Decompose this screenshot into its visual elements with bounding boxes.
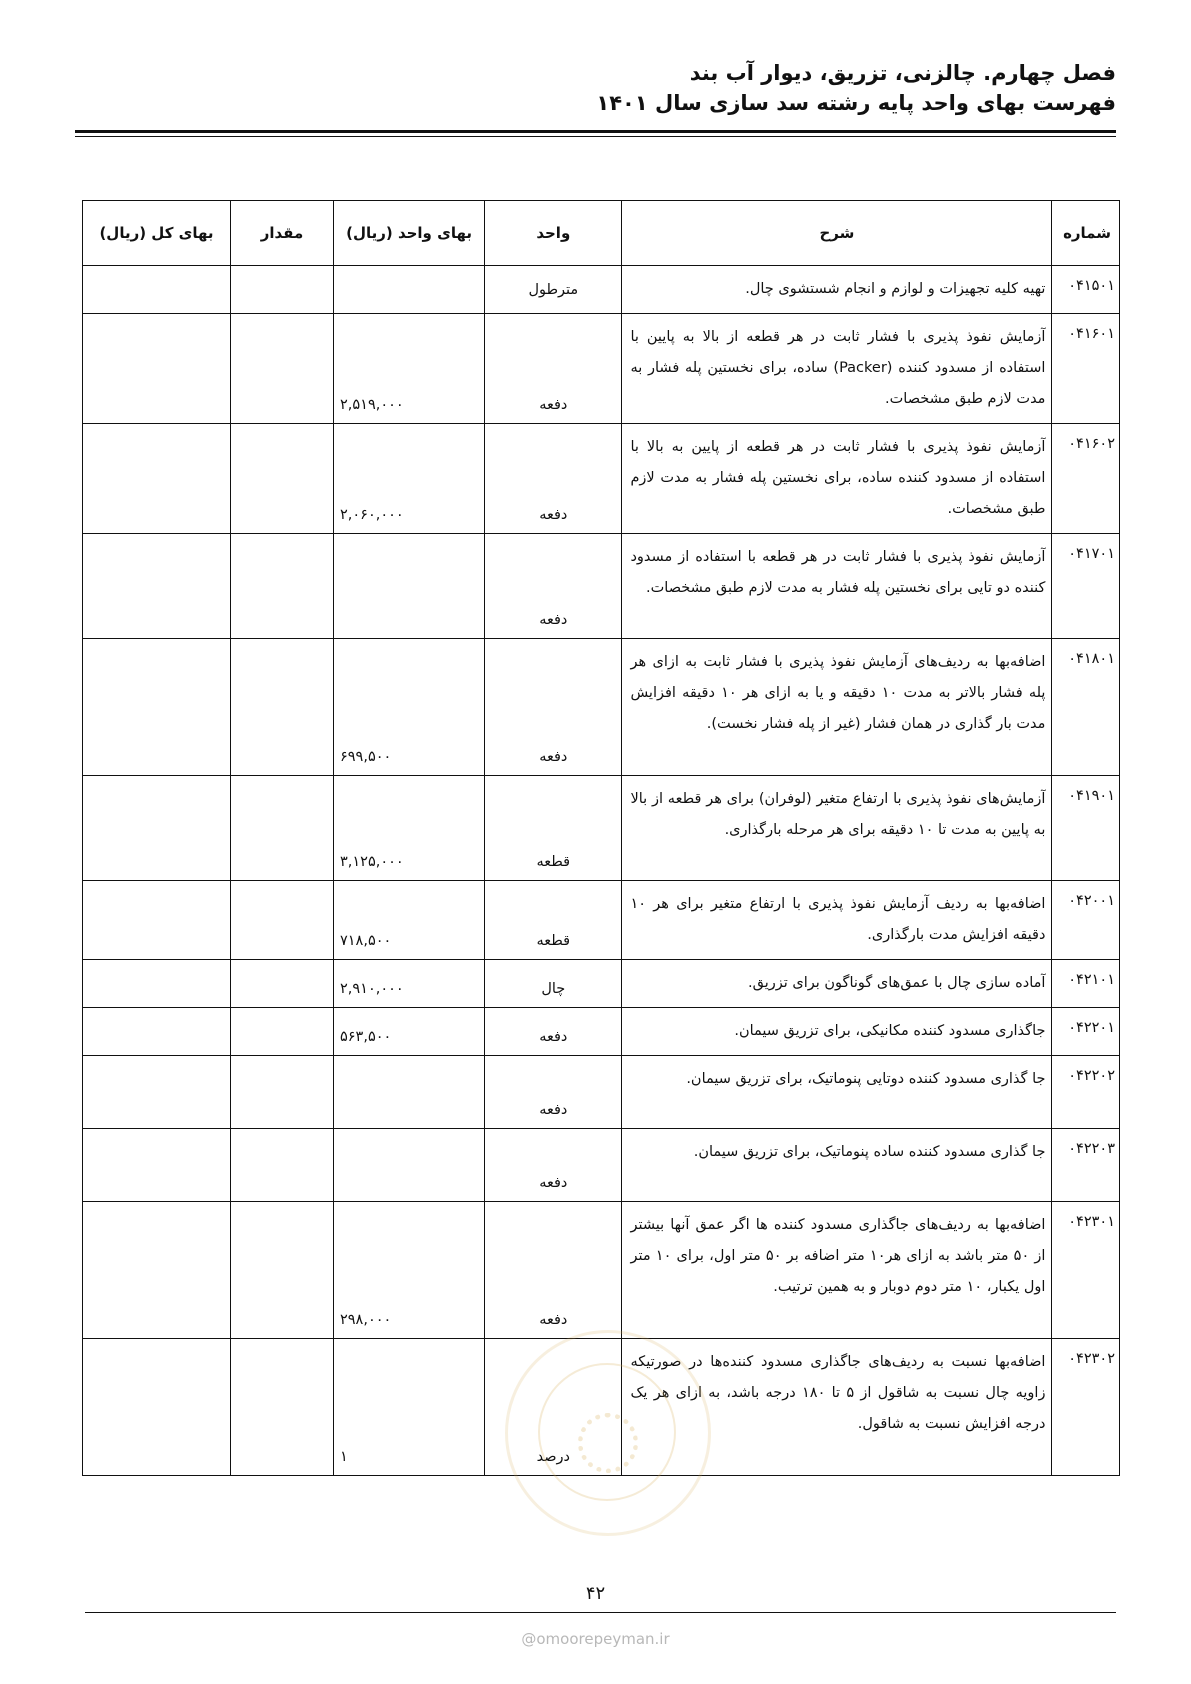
item-total-price: [83, 1202, 231, 1339]
table-header-row: [83, 201, 1120, 266]
item-total-price: [83, 1008, 231, 1056]
item-number: ۰۴۱۷۰۱: [1052, 534, 1120, 639]
column-header-unit-price: بهای واحد (ریال): [333, 201, 484, 266]
item-unit: دفعه: [485, 1008, 622, 1056]
item-number: ۰۴۲۳۰۱: [1052, 1202, 1120, 1339]
table-row: [83, 960, 1120, 1008]
item-total-price: [83, 424, 231, 534]
header-rule-thin: [75, 136, 1116, 137]
watermark-text: @omoorepeyman.ir: [521, 1630, 670, 1648]
item-total-price: [83, 639, 231, 776]
item-unit: دفعه: [485, 314, 622, 424]
item-total-price: [83, 534, 231, 639]
item-unit: قطعه: [485, 776, 622, 881]
item-unit-price: ۱: [333, 1339, 484, 1476]
item-unit-price: [333, 1056, 484, 1129]
item-quantity: [231, 881, 334, 960]
item-unit: دفعه: [485, 1056, 622, 1129]
chapter-title: فصل چهارم. چالزنی، تزریق، دیوار آب بند: [689, 61, 1116, 85]
item-unit: دفعه: [485, 534, 622, 639]
item-unit-price: ۳,۱۲۵,۰۰۰: [333, 776, 484, 881]
item-number: ۰۴۱۶۰۲: [1052, 424, 1120, 534]
item-unit-price: [333, 1129, 484, 1202]
header-rule-thick: [75, 130, 1116, 133]
table-row: [83, 534, 1120, 639]
item-number: ۰۴۲۰۰۱: [1052, 881, 1120, 960]
item-description: تهیه کلیه تجهیزات و لوازم و انجام شستشوی چال.: [622, 266, 1052, 314]
item-quantity: [231, 266, 334, 314]
item-number: ۰۴۲۱۰۱: [1052, 960, 1120, 1008]
item-total-price: [83, 1056, 231, 1129]
item-unit-price: ۷۱۸,۵۰۰: [333, 881, 484, 960]
table-row: [83, 424, 1120, 534]
item-unit: دفعه: [485, 639, 622, 776]
item-number: ۰۴۲۲۰۲: [1052, 1056, 1120, 1129]
item-unit: دفعه: [485, 1129, 622, 1202]
table-row: [83, 1202, 1120, 1339]
item-number: ۰۴۲۲۰۱: [1052, 1008, 1120, 1056]
table-row: [83, 266, 1120, 314]
item-total-price: [83, 266, 231, 314]
page-header: [75, 58, 1116, 118]
item-number: ۰۴۱۸۰۱: [1052, 639, 1120, 776]
item-description: اضافه‌بها نسبت به ردیف‌های جاگذاری مسدود کننده‌ها در صورتیکه زاویه چال نسبت به شاقول از ۵ تا ۱۸۰ درجه باشد، به ازای هر یک درجه افزایش نسبت به شاقول.: [622, 1339, 1052, 1476]
column-header-quantity: مقدار: [231, 201, 334, 266]
item-description: آزمایش نفوذ پذیری با فشار ثابت در هر قطعه از پایین به بالا با استفاده از مسدود کننده ساده، برای نخستین پله فشار به مدت لازم طبق مشخصات.: [622, 424, 1052, 534]
item-number: ۰۴۲۲۰۳: [1052, 1129, 1120, 1202]
item-total-price: [83, 776, 231, 881]
item-unit-price: [333, 534, 484, 639]
item-description: اضافه‌بها به ردیف‌های آزمایش نفوذ پذیری با فشار ثابت به ازای هر پله فشار بالاتر به مدت ۱۰ دقیقه و یا به ازای هر ۱۰ دقیقه افزایش مدت بار گذاری در همان فشار (غیر از پله فشار نخست).: [622, 639, 1052, 776]
item-quantity: [231, 776, 334, 881]
item-unit-price: ۲,۵۱۹,۰۰۰: [333, 314, 484, 424]
item-unit: قطعه: [485, 881, 622, 960]
column-header-number: شماره: [1052, 201, 1120, 266]
page-number: ۴۲: [585, 1583, 606, 1604]
table-row: [83, 1056, 1120, 1129]
item-description: آماده سازی چال با عمق‌های گوناگون برای تزریق.: [622, 960, 1052, 1008]
document-title: فهرست بهای واحد پایه رشته سد سازی سال ۱۴۰۱: [596, 91, 1116, 115]
table-row: [83, 1129, 1120, 1202]
item-total-price: [83, 1129, 231, 1202]
item-quantity: [231, 424, 334, 534]
footer-rule: [85, 1612, 1116, 1613]
table-row: [83, 776, 1120, 881]
table-row: [83, 639, 1120, 776]
item-description: آزمایش نفوذ پذیری با فشار ثابت در هر قطعه از بالا به پایین با استفاده از مسدود کننده (Packer) ساده، برای نخستین پله فشار به مدت لازم طبق مشخصات.: [622, 314, 1052, 424]
item-quantity: [231, 1339, 334, 1476]
item-unit: مترطول: [485, 266, 622, 314]
item-unit-price: [333, 266, 484, 314]
item-unit: دفعه: [485, 1202, 622, 1339]
item-total-price: [83, 960, 231, 1008]
item-description: اضافه‌بها به ردیف‌های جاگذاری مسدود کننده ها اگر عمق آنها بیشتر از ۵۰ متر باشد به ازای هر۱۰ متر اضافه بر ۵۰ متر اول، برای ۱۰ متر اول یکبار، ۱۰ متر دوم دوبار و به همین ترتیب.: [622, 1202, 1052, 1339]
item-quantity: [231, 1008, 334, 1056]
item-unit-price: ۵۶۳,۵۰۰: [333, 1008, 484, 1056]
item-quantity: [231, 1202, 334, 1339]
item-unit-price: ۲,۰۶۰,۰۰۰: [333, 424, 484, 534]
table-row: [83, 1008, 1120, 1056]
price-list-table: [82, 200, 1120, 1476]
item-description: آزمایش نفوذ پذیری با فشار ثابت در هر قطعه با استفاده از مسدود کننده دو تایی برای نخستین پله فشار به مدت لازم طبق مشخصات.: [622, 534, 1052, 639]
item-description: جا گذاری مسدود کننده دوتایی پنوماتیک، برای تزریق سیمان.: [622, 1056, 1052, 1129]
item-total-price: [83, 314, 231, 424]
item-number: ۰۴۲۳۰۲: [1052, 1339, 1120, 1476]
item-quantity: [231, 960, 334, 1008]
item-unit: دفعه: [485, 424, 622, 534]
item-number: ۰۴۱۹۰۱: [1052, 776, 1120, 881]
item-unit-price: ۲,۹۱۰,۰۰۰: [333, 960, 484, 1008]
item-total-price: [83, 1339, 231, 1476]
item-quantity: [231, 1056, 334, 1129]
item-quantity: [231, 534, 334, 639]
table-row: [83, 314, 1120, 424]
table-row: [83, 1339, 1120, 1476]
item-unit: درصد: [485, 1339, 622, 1476]
item-number: ۰۴۱۵۰۱: [1052, 266, 1120, 314]
item-description: جا گذاری مسدود کننده ساده پنوماتیک، برای تزریق سیمان.: [622, 1129, 1052, 1202]
item-description: جاگذاری مسدود کننده مکانیکی، برای تزریق سیمان.: [622, 1008, 1052, 1056]
column-header-description: شرح: [622, 201, 1052, 266]
table-row: [83, 881, 1120, 960]
column-header-unit: واحد: [485, 201, 622, 266]
item-quantity: [231, 639, 334, 776]
column-header-total-price: بهای کل (ریال): [83, 201, 231, 266]
item-total-price: [83, 881, 231, 960]
item-quantity: [231, 1129, 334, 1202]
item-description: آزمایش‌های نفوذ پذیری با ارتفاع متغیر (لوفران) برای هر قطعه از بالا به پایین به مدت تا ۱۰ دقیقه برای هر مرحله بارگذاری.: [622, 776, 1052, 881]
item-unit-price: ۲۹۸,۰۰۰: [333, 1202, 484, 1339]
item-number: ۰۴۱۶۰۱: [1052, 314, 1120, 424]
item-unit-price: ۶۹۹,۵۰۰: [333, 639, 484, 776]
item-description: اضافه‌بها به ردیف آزمایش نفوذ پذیری با ارتفاع متغیر برای هر ۱۰ دقیقه افزایش مدت بارگذاری.: [622, 881, 1052, 960]
item-quantity: [231, 314, 334, 424]
item-unit: چال: [485, 960, 622, 1008]
